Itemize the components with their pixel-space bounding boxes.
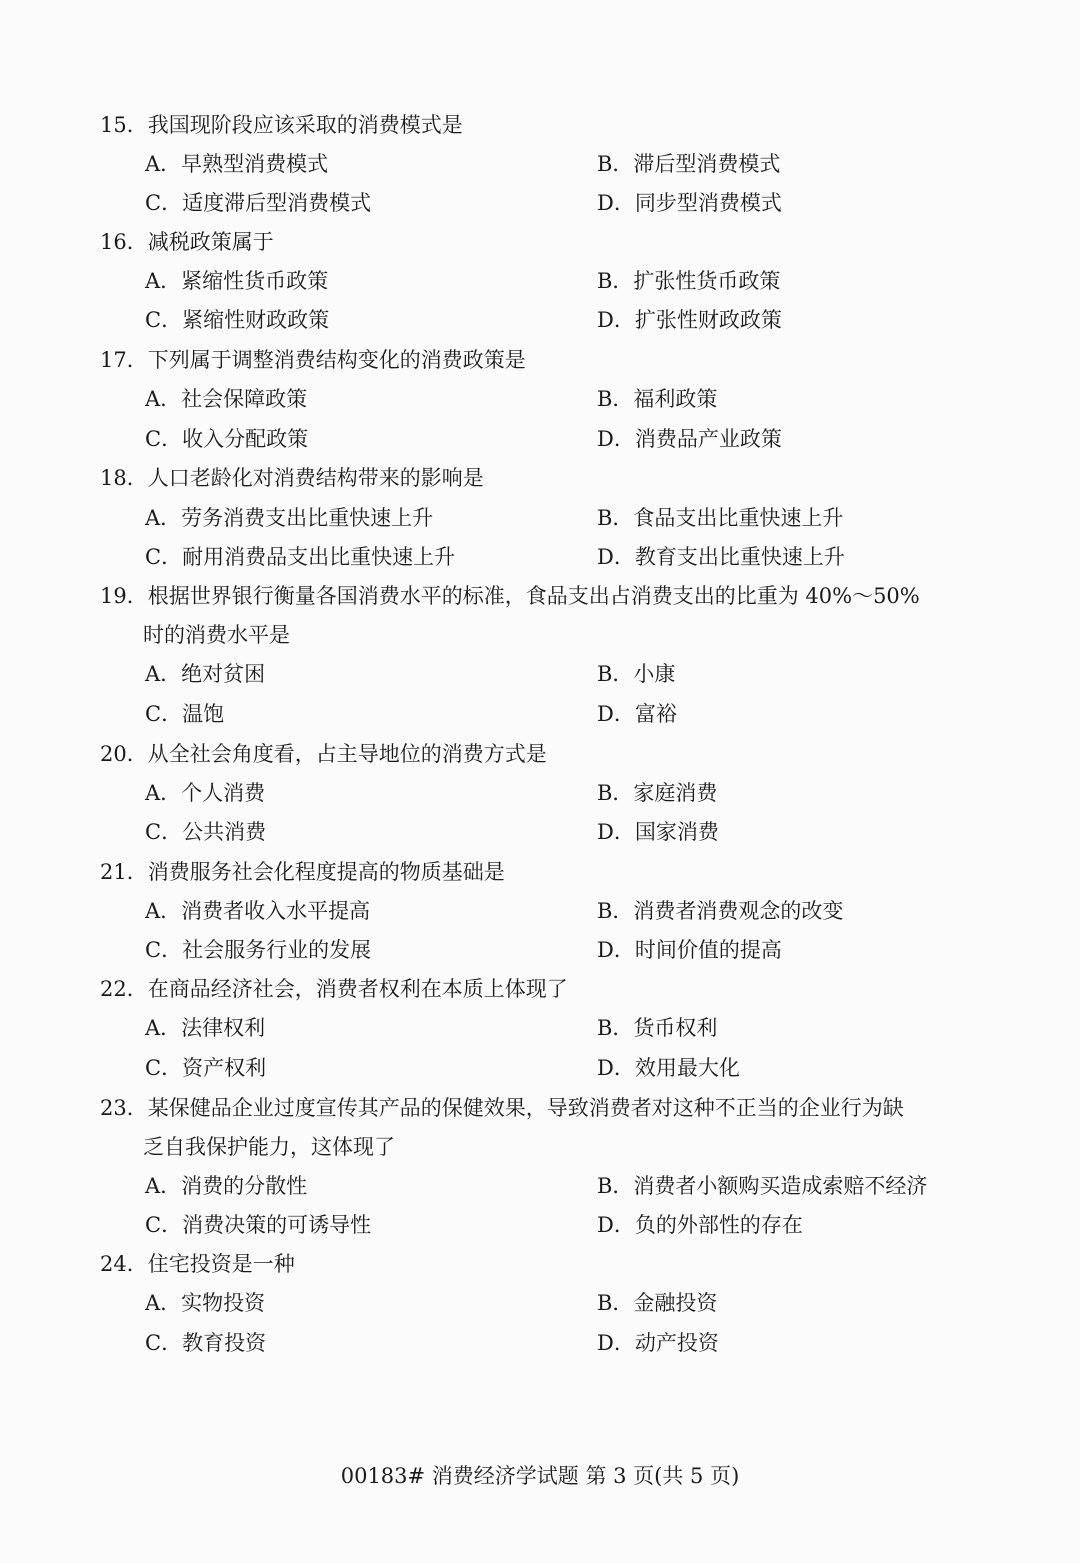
q16-option-d: D．扩张性财政政策 [597,308,782,332]
question-17-stem: 17．下列属于调整消费结构变化的消费政策是 [100,348,526,372]
q17-option-b: B．福利政策 [597,387,718,411]
q21-option-c: C．社会服务行业的发展 [145,938,372,962]
question-16-stem: 16．减税政策属于 [100,230,274,254]
q17-option-d: D．消费品产业政策 [597,427,782,451]
q19-option-d: D．富裕 [597,702,677,726]
q15-option-d: D．同步型消费模式 [597,191,782,215]
q22-option-a: A．法律权利 [145,1016,266,1040]
q20-option-d: D．国家消费 [597,820,719,844]
question-24-stem: 24．住宅投资是一种 [100,1252,295,1276]
q23-option-b: B．消费者小额购买造成索赔不经济 [597,1174,928,1198]
q16-option-b: B．扩张性货币政策 [597,269,781,293]
q21-option-d: D．时间价值的提高 [597,938,782,962]
question-19-stem: 19．根据世界银行衡量各国消费水平的标准，食品支出占消费支出的比重为 40%～50% [100,584,920,608]
q20-option-b: B．家庭消费 [597,781,718,805]
question-21-stem: 21．消费服务社会化程度提高的物质基础是 [100,860,505,884]
q21-option-b: B．消费者消费观念的改变 [597,899,844,923]
question-19-stem-cont: 时的消费水平是 [143,623,290,647]
q18-option-d: D．教育支出比重快速上升 [597,545,845,569]
q17-option-a: A．社会保障政策 [145,387,308,411]
q15-option-a: A．早熟型消费模式 [145,152,329,176]
q19-option-b: B．小康 [597,662,676,686]
q20-option-c: C．公共消费 [145,820,267,844]
q21-option-a: A．消费者收入水平提高 [145,899,371,923]
q20-option-a: A．个人消费 [145,781,266,805]
question-15-stem: 15．我国现阶段应该采取的消费模式是 [100,113,463,137]
page-footer: 00183# 消费经济学试题 第 3 页(共 5 页) [340,1464,740,1488]
q18-option-a: A．劳务消费支出比重快速上升 [145,506,434,530]
q16-option-c: C．紧缩性财政政策 [145,308,330,332]
q18-option-b: B．食品支出比重快速上升 [597,506,844,530]
question-23-stem-cont: 乏自我保护能力，这体现了 [143,1135,395,1159]
question-23-stem: 23．某保健品企业过度宣传其产品的保健效果，导致消费者对这种不正当的企业行为缺 [100,1096,904,1120]
q22-option-b: B．货币权利 [597,1016,718,1040]
q23-option-c: C．消费决策的可诱导性 [145,1213,372,1237]
q16-option-a: A．紧缩性货币政策 [145,269,329,293]
q19-option-c: C．温饱 [145,702,225,726]
q22-option-d: D．效用最大化 [597,1056,740,1080]
q23-option-a: A．消费的分散性 [145,1174,308,1198]
q24-option-b: B．金融投资 [597,1291,718,1315]
q24-option-d: D．动产投资 [597,1331,719,1355]
question-18-stem: 18．人口老龄化对消费结构带来的影响是 [100,466,484,490]
q24-option-c: C．教育投资 [145,1331,267,1355]
q18-option-c: C．耐用消费品支出比重快速上升 [145,545,456,569]
q19-option-a: A．绝对贫困 [145,662,266,686]
q24-option-a: A．实物投资 [145,1291,266,1315]
q17-option-c: C．收入分配政策 [145,427,309,451]
q22-option-c: C．资产权利 [145,1056,267,1080]
question-20-stem: 20．从全社会角度看，占主导地位的消费方式是 [100,742,547,766]
q15-option-c: C．适度滞后型消费模式 [145,191,372,215]
q15-option-b: B．滞后型消费模式 [597,152,781,176]
q23-option-d: D．负的外部性的存在 [597,1213,803,1237]
question-22-stem: 22．在商品经济社会，消费者权利在本质上体现了 [100,977,568,1001]
